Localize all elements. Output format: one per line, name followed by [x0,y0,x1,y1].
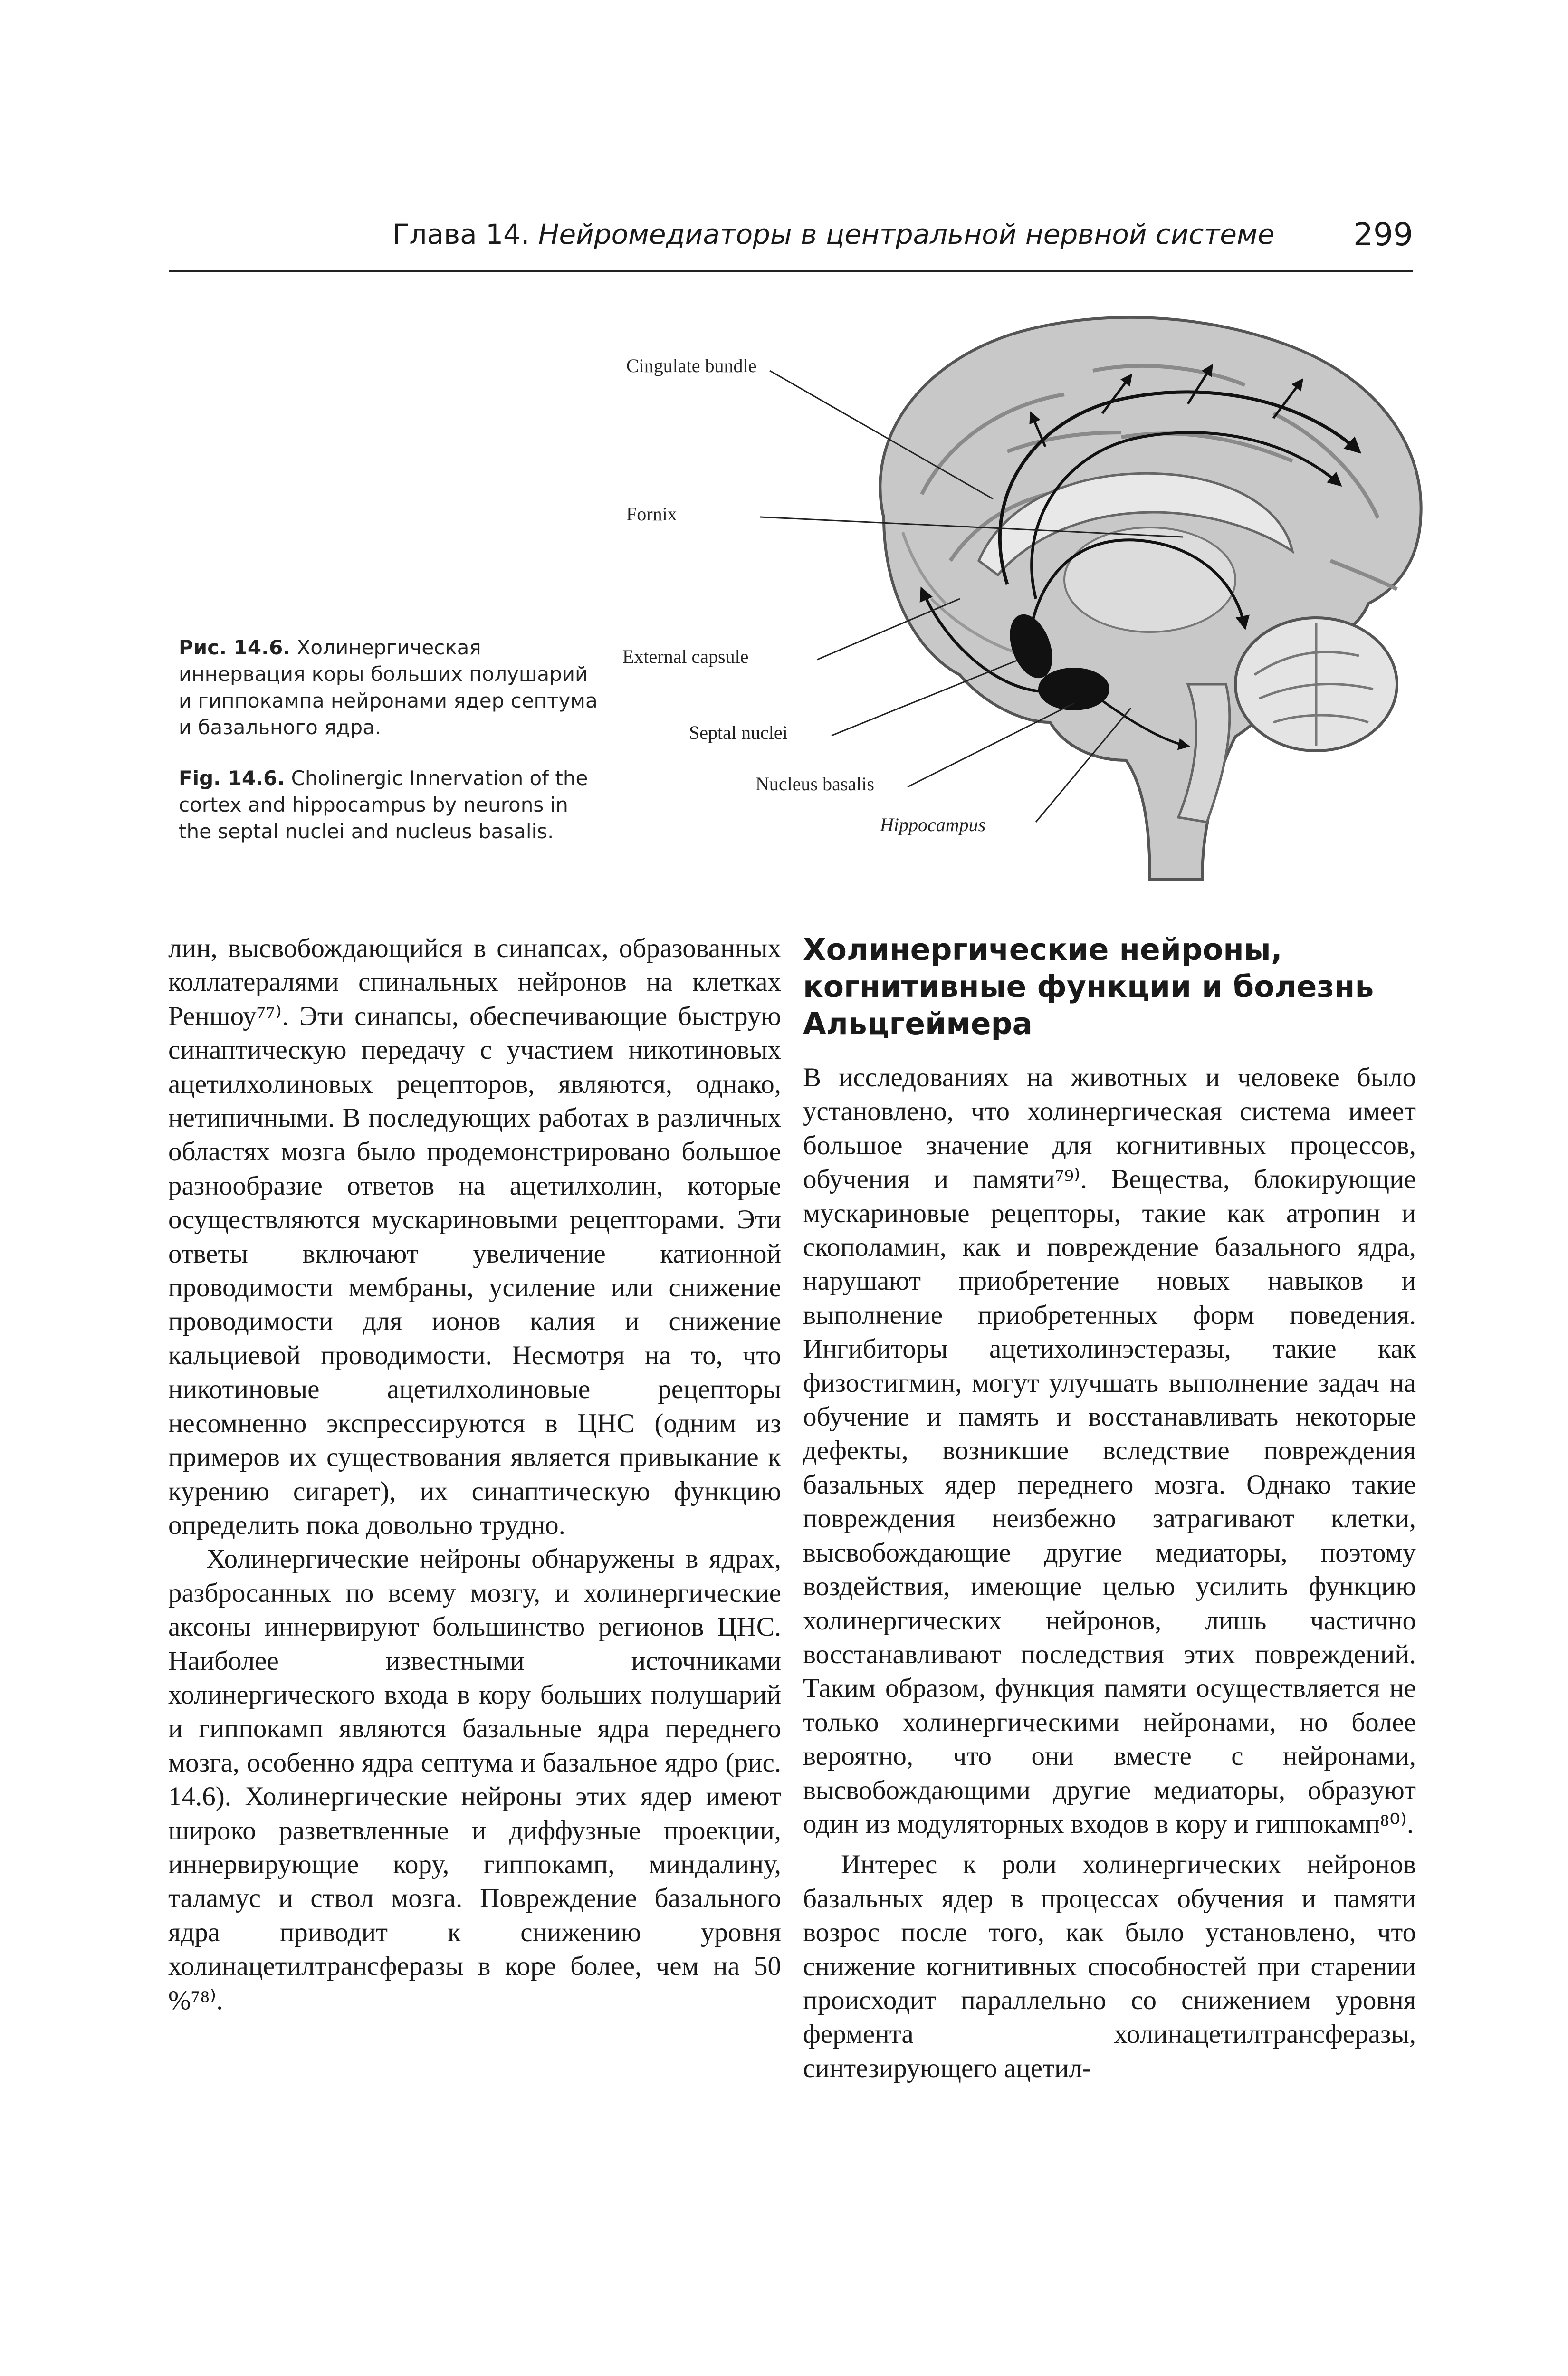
label-nucleus-basalis: Nucleus basalis [755,773,874,795]
chapter-number: Глава 14. [392,218,530,250]
section-heading: Холинергические нейроны, когнитивные функции и болезнь Альцгеймера [803,932,1374,1041]
figure-caption-ru-text: Холинергическая иннервация коры больших полушарий и гиппокампа нейронами ядер септума и базального ядра. [179,636,598,739]
left-paragraph-2: Холинергические нейроны обнаружены в ядрах, разбросанных по всему мозгу, и холинергические аксоны иннервируют большинство регионов ЦНС. Наиболее известными источниками холинергического входа в кору больших полушарий и гиппокамп являются базальные ядра переднего мозга, особенно ядра септума и базальное ядро (рис. 14.6). Холинергические нейроны этих ядер имеют широко разветвленные и диффузные проекции, иннервирующие кору, гиппокамп, миндалину, таламус и ствол мозга. Повреждение базального ядра приводит к снижению уровня холинацетилтрансферазы в коре более, чем на 50 %⁷⁸⁾. [168,1544,781,2015]
label-hippocampus: Hippocampus [880,814,986,835]
figure-caption-ru-label: Рис. 14.6. [179,636,291,659]
figure-caption-ru [179,634,606,741]
right-paragraph-1: В исследованиях на животных и человеке было установлено, что холинергическая система имеет большое значение для когнитивных процессов, обучения и памяти⁷⁹⁾. Вещества, блокирующие мускариновые рецепторы, такие как атропин и скополамин, как и повреждение базального ядра, нарушают приобретение новых навыков и выполнение приобретенных форм поведения. Ингибиторы ацетихолинэстеразы, такие как физостигмин, могут улучшать выполнение задач на обучение и память и восстанавливать некоторые дефекты, возникшие вследствие повреждения базальных ядер переднего мозга. Однако такие повреждения неизбежно затрагивают клетки, высвобождающие другие медиаторы, поэтому воздействия, имеющие целью усилить функцию холинергических нейронов, лишь частично восстанавливают последствия этих повреждений. Таким образом, функция памяти осуществляется не только холинергическими нейронами, но более вероятно, что они вместе с нейронами, высвобождающими другие медиаторы, образуют один из модуляторных входов в кору и гиппокамп⁸⁰⁾. [803,1063,1416,1839]
page-number: 299 [1353,216,1413,253]
header-rule [169,270,1413,272]
left-paragraph-1: лин, высвобождающийся в синапсах, образованных коллатералями спинальных нейронов на клетках Реншоу⁷⁷⁾. Эти синапсы, обеспечивающие быструю синаптическую передачу с участием никотиновых ацетилхолиновых рецепторов, являются, однако, нетипичными. В последующих работах в различных областях мозга было продемонстрировано большое разнообразие ответов на ацетилхолин, которые осуществляются мускариновыми рецепторами. Эти ответы включают увеличение катионной проводимости мембраны, усиление или снижение проводимости для ионов калия и снижение кальциевой проводимости. Несмотря на то, что никотиновые ацетилхолиновые рецепторы несомненно экспрессируются в ЦНС (одним из примеров их существования является привыкание к курению сигарет), их синаптическую функцию определить пока довольно трудно. [168,933,781,1540]
figure-caption-en [179,765,606,845]
label-septal-nuclei: Septal nuclei [689,722,788,743]
label-cingulate-bundle: Cingulate bundle [626,355,757,376]
chapter-name: Нейромедиаторы в центральной нервной системе [538,218,1275,250]
right-paragraph-2: Интерес к роли холинергических нейронов базальных ядер в процессах обучения и памяти возрос после того, как было установлено, что снижение когнитивных способностей при старении происходит параллельно со снижением уровня фермента холинацетилтрансферазы, синтезирующего ацетил- [803,1849,1416,2083]
figure-caption-en-label: Fig. 14.6. [179,766,285,790]
brain-illustration [618,295,1454,912]
brain-figure [618,295,1454,912]
label-fornix: Fornix [626,503,677,525]
right-column [803,931,1416,2262]
left-column [168,931,781,2262]
chapter-title [392,218,1274,250]
running-head [169,216,1413,264]
label-external-capsule: External capsule [622,646,749,667]
figure-caption-en-text: Cholinergic Innervation of the cortex and hippocampus by neurons in the septal nuclei and nucleus basalis. [179,766,588,843]
